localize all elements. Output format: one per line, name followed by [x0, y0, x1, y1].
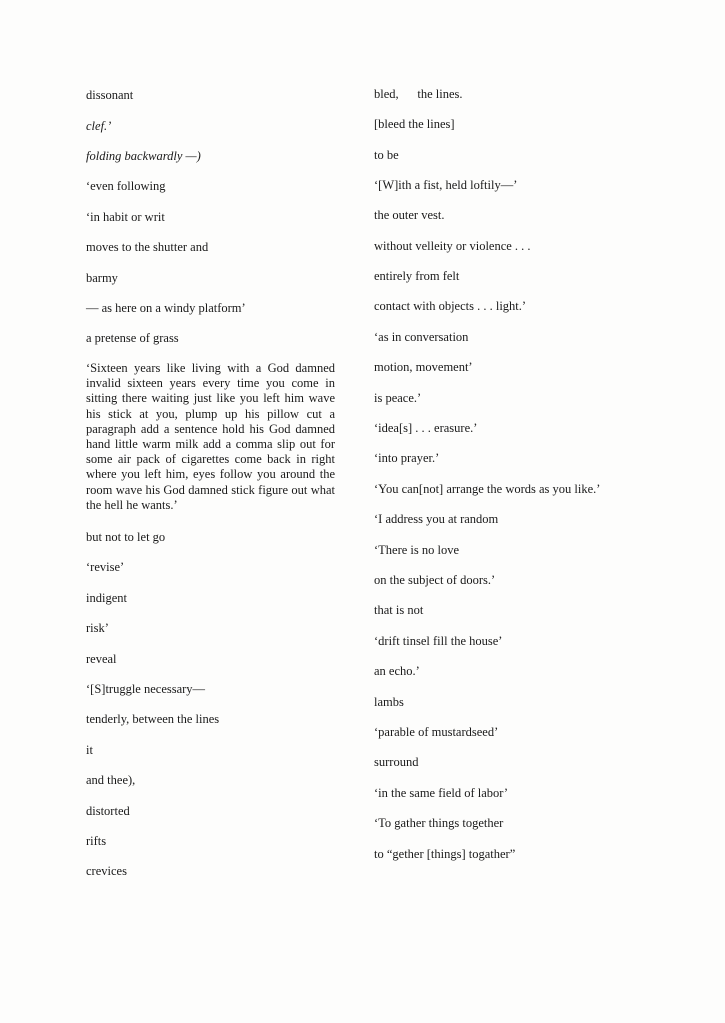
prose-paragraph: ‘Sixteen years like living with a God damned invalid sixteen years every time you come in sitting there waiting just like you left him wave his stick at you, plump up his pillow cut a paragraph add a sentence hold his God damned hand little warm milk add a comma slip out for some air pack of cigarettes come back in right where you left him, eyes follow you around the room wave his God damned stick figure out what the hell he wants.’: [86, 361, 335, 512]
right-line: on the subject of doors.’: [374, 573, 496, 587]
right-line: [bleed the lines]: [374, 117, 455, 131]
left-line: tenderly, between the lines: [86, 712, 220, 726]
right-line: ‘into prayer.’: [374, 451, 440, 465]
left-line: indigent: [86, 591, 127, 605]
right-line: ‘idea[s] . . . erasure.’: [374, 421, 478, 435]
left-line: a pretense of grass: [86, 331, 179, 345]
left-line: risk’: [86, 621, 109, 635]
left-line: reveal: [86, 652, 117, 666]
right-line: entirely from felt: [374, 269, 460, 283]
right-line: ‘There is no love: [374, 543, 460, 557]
right-line: ‘parable of mustardseed’: [374, 725, 499, 739]
right-line: ‘drift tinsel fill the house’: [374, 634, 503, 648]
left-line: but not to let go: [86, 530, 166, 544]
left-line: and thee),: [86, 773, 136, 787]
right-line: is peace.’: [374, 391, 422, 405]
right-line: surround: [374, 755, 419, 769]
left-line: clef.’: [86, 119, 112, 133]
right-line: to be: [374, 148, 399, 162]
left-line: distorted: [86, 804, 130, 818]
right-line: to “gether [things] togather”: [374, 847, 516, 861]
right-line: without velleity or violence . . .: [374, 239, 531, 253]
right-line: contact with objects . . . light.’: [374, 299, 527, 313]
left-line: barmy: [86, 271, 118, 285]
left-line: — as here on a windy platform’: [86, 301, 246, 315]
left-line: ‘[S]truggle necessary—: [86, 682, 206, 696]
right-line: the outer vest.: [374, 208, 445, 222]
left-line: rifts: [86, 834, 107, 848]
right-line: ‘To gather things together: [374, 816, 504, 830]
right-line: an echo.’: [374, 664, 420, 678]
right-line: ‘I address you at random: [374, 512, 499, 526]
left-line: ‘revise’: [86, 560, 125, 574]
right-line: ‘in the same field of labor’: [374, 786, 509, 800]
right-line: lambs: [374, 695, 404, 709]
right-line: motion, movement’: [374, 360, 473, 374]
right-line: ‘You can[not] arrange the words as you like.’: [374, 482, 601, 496]
left-line: crevices: [86, 864, 127, 878]
right-line: that is not: [374, 603, 424, 617]
right-line: ‘as in conversation: [374, 330, 469, 344]
left-line: it: [86, 743, 93, 757]
left-line: dissonant: [86, 88, 134, 102]
right-line: bled, the lines.: [374, 87, 463, 101]
left-line: ‘in habit or writ: [86, 210, 165, 224]
left-line: moves to the shutter and: [86, 240, 209, 254]
left-line: ‘even following: [86, 179, 166, 193]
left-line: folding backwardly —): [86, 149, 201, 163]
right-line: ‘[W]ith a fist, held loftily—’: [374, 178, 518, 192]
